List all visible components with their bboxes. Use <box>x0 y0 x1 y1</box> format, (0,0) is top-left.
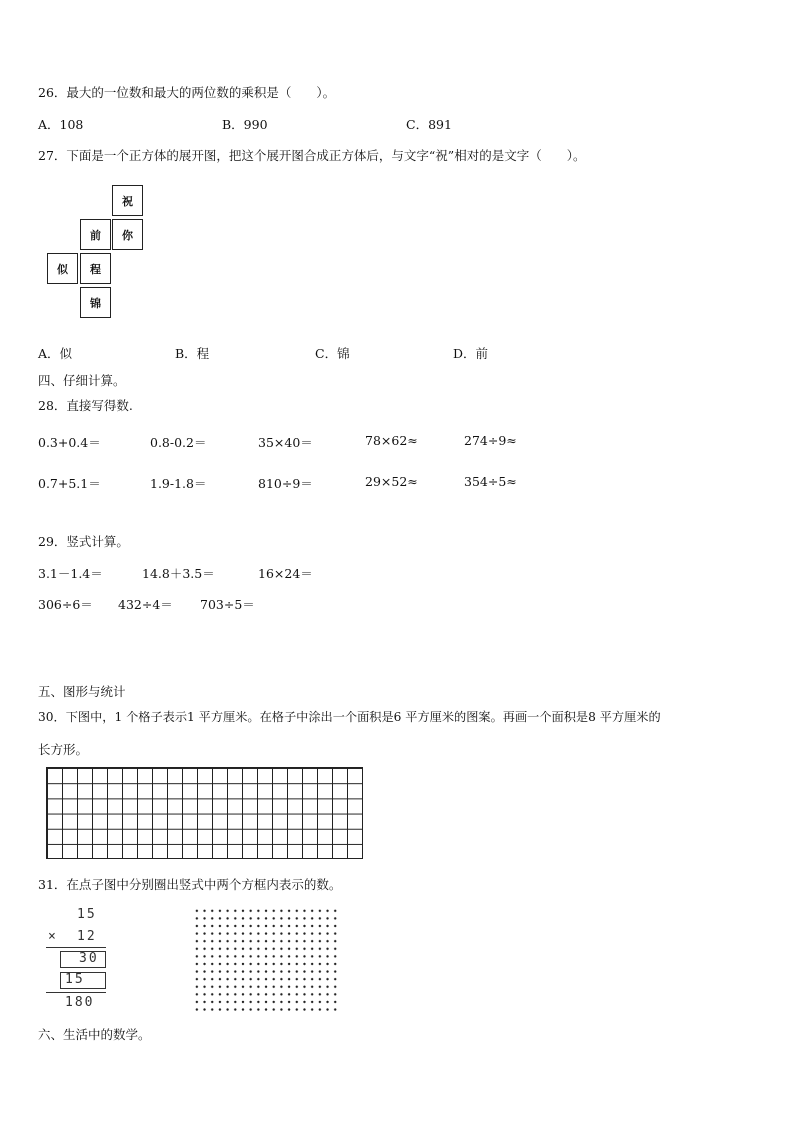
q28-r1-c5: 274÷9≈ <box>464 433 517 448</box>
q26-option-a: A．108 <box>38 117 84 132</box>
calc-result: 180 <box>65 995 95 1010</box>
q28-r2-c5: 354÷5≈ <box>464 474 517 489</box>
q30-stem-line1: 30．下图中，1 个格子表示1 平方厘米。在格子中涂出一个面积是6 平方厘米的图案。再画一个面积是8 平方厘米的 <box>38 710 661 724</box>
square-grid[interactable] <box>46 767 363 859</box>
q27-option-b: B．程 <box>175 346 210 361</box>
section4-title: 四、仔细计算。 <box>38 373 126 388</box>
q29-r2-c3: 703÷5＝ <box>200 597 255 612</box>
net-cell-ni: 你 <box>112 219 143 250</box>
calc-second: 12 <box>77 929 97 944</box>
q28-r2-c3: 810÷9＝ <box>258 476 313 491</box>
q27-stem: 27．下面是一个正方体的展开图，把这个展开图合成正方体后，与文字“祝”相对的是文字（ ）。 <box>38 148 586 163</box>
q31-stem: 31．在点子图中分别圈出竖式中两个方框内表示的数。 <box>38 877 342 892</box>
q28-r1-c3: 35×40＝ <box>258 435 313 450</box>
q28-r1-c2: 0.8-0.2＝ <box>150 435 207 450</box>
q30-stem-line2: 长方形。 <box>38 742 89 757</box>
net-cell-si: 似 <box>47 253 78 284</box>
dot-grid[interactable] <box>193 907 339 1013</box>
q26-option-c: C．891 <box>406 117 452 132</box>
q27-option-d: D．前 <box>453 346 489 361</box>
calc-times-sign: × <box>48 929 58 944</box>
q29-r1-c1: 3.1－1.4＝ <box>38 566 103 581</box>
q28-r2-c1: 0.7+5.1＝ <box>38 476 101 491</box>
calc-line-1 <box>46 947 106 948</box>
calc-top: 15 <box>77 907 97 922</box>
q29-r1-c3: 16×24＝ <box>258 566 313 581</box>
q29-r1-c2: 14.8＋3.5＝ <box>142 566 215 581</box>
q28-r2-c4: 29×52≈ <box>365 474 418 489</box>
q27-option-a: A．似 <box>38 346 73 361</box>
q28-r1-c1: 0.3+0.4＝ <box>38 435 101 450</box>
section5-title: 五、图形与统计 <box>38 684 126 699</box>
q26-option-b: B．990 <box>222 117 268 132</box>
calc-box2-value: 15 <box>65 972 85 987</box>
q26-stem: 26．最大的一位数和最大的两位数的乘积是（ ）。 <box>38 85 336 100</box>
q28-r2-c2: 1.9-1.8＝ <box>150 476 207 491</box>
q29-r2-c2: 432÷4＝ <box>118 597 173 612</box>
q29-r2-c1: 306÷6＝ <box>38 597 93 612</box>
section6-title: 六、生活中的数学。 <box>38 1027 151 1042</box>
q29-stem: 29．竖式计算。 <box>38 534 129 549</box>
q28-stem: 28．直接写得数. <box>38 398 133 413</box>
calc-line-2 <box>46 992 106 993</box>
net-cell-qian: 前 <box>80 219 111 250</box>
net-cell-zhu: 祝 <box>112 185 143 216</box>
q28-r1-c4: 78×62≈ <box>365 433 418 448</box>
calc-box1-value: 30 <box>79 951 99 966</box>
q27-option-c: C．锦 <box>315 346 350 361</box>
net-cell-cheng: 程 <box>80 253 111 284</box>
net-cell-jin: 锦 <box>80 287 111 318</box>
